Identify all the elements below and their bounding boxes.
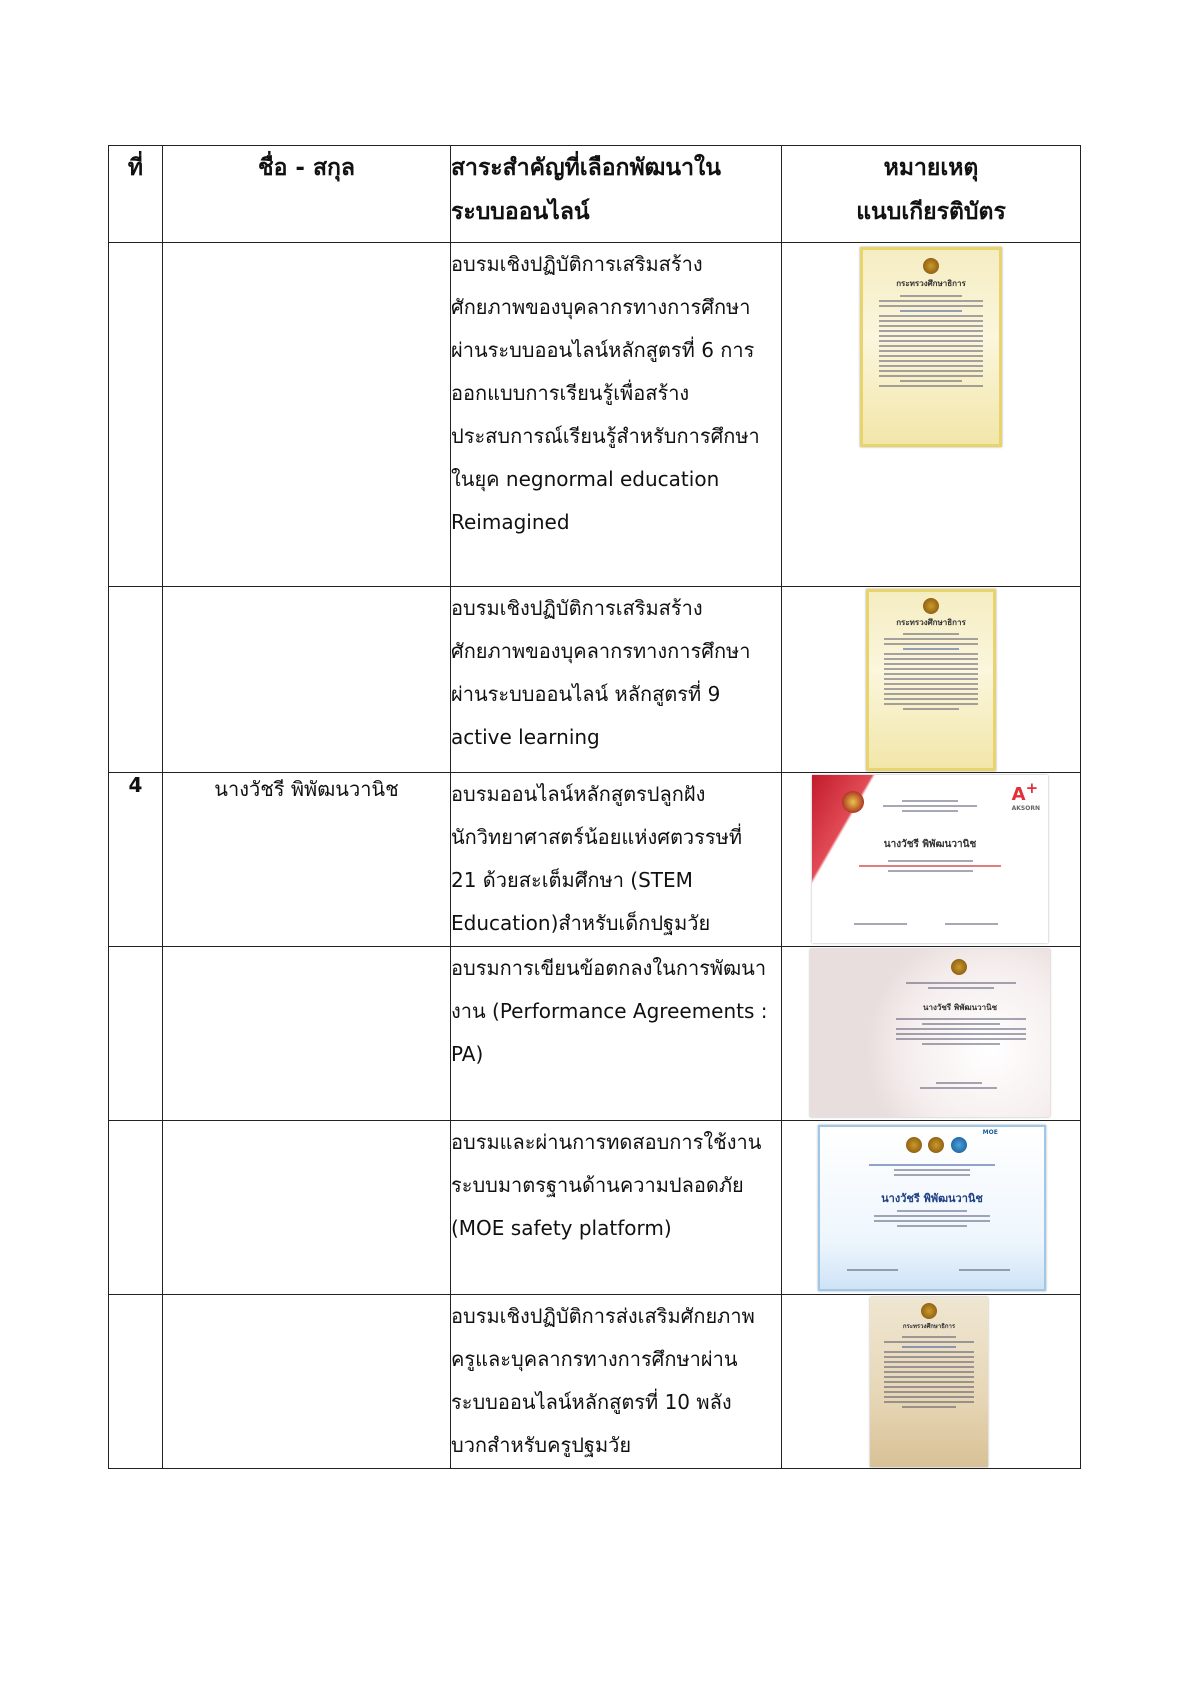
topic-line: Reimagined — [451, 510, 570, 534]
header-note-line: หมายเหตุ — [883, 155, 979, 181]
header-note-line: แนบเกียรติบัตร — [856, 199, 1006, 225]
header-topic — [451, 146, 782, 243]
name-cell: นางวัชรี พิพัฒนวานิช — [163, 773, 451, 947]
certificate-image — [860, 247, 1002, 447]
header-name: ชื่อ - สกุล — [163, 146, 451, 243]
header-topic-line: ระบบออนไลน์ — [451, 199, 590, 225]
certificate-text-lines — [859, 857, 1001, 875]
certificate-text-lines — [896, 1015, 1026, 1048]
certificate-title: กระทรวงศึกษาธิการ — [902, 1323, 956, 1330]
cert-cell — [782, 773, 1081, 947]
header-note — [782, 146, 1081, 243]
no-cell — [109, 1121, 163, 1295]
aksorn-logo: A+ AKSORN — [1011, 779, 1040, 812]
topic-cell — [451, 773, 782, 947]
emblem-icon — [923, 598, 939, 614]
no-cell: 4 — [109, 773, 163, 947]
name-cell — [163, 1295, 451, 1469]
emblem-icon — [951, 959, 967, 975]
cert-cell — [782, 947, 1081, 1121]
name-cell — [163, 1121, 451, 1295]
certificate-title: นางวัชรี พิพัฒนวานิช — [883, 839, 977, 850]
topic-line: ศักยภาพของบุคลากรทางการศึกษา — [451, 295, 751, 319]
table-row — [109, 243, 1081, 587]
topic-line: อบรมเชิงปฏิบัติการส่งเสริมศักยภาพ — [451, 1304, 755, 1328]
topic-line: (MOE safety platform) — [451, 1216, 672, 1240]
certificate-text-lines — [883, 797, 977, 815]
topic-line: นักวิทยาศาสตร์น้อยแห่งศตวรรษที่ — [451, 825, 743, 849]
emblem-icon — [906, 1137, 922, 1153]
header-no: ที่ — [109, 146, 163, 243]
topic-line: ผ่านระบบออนไลน์ หลักสูตรที่ 9 — [451, 682, 721, 706]
topic-line: ครูและบุคลากรทางการศึกษาผ่าน — [451, 1347, 738, 1371]
cert-cell — [782, 1121, 1081, 1295]
emblem-icon — [921, 1303, 937, 1319]
certificate-text-lines — [874, 1207, 991, 1230]
topic-line: อบรมการเขียนข้อตกลงในการพัฒนา — [451, 956, 767, 980]
certificate-title: กระทรวงศึกษาธิการ — [896, 279, 966, 288]
name-cell — [163, 947, 451, 1121]
moe-logo-icon — [951, 1137, 967, 1153]
no-cell — [109, 1295, 163, 1469]
topic-cell — [451, 947, 782, 1121]
certificate-text-lines — [879, 292, 982, 390]
topic-line: บวกสำหรับครูปฐมวัย — [451, 1433, 632, 1457]
training-table — [108, 145, 1081, 1469]
certificate-title: กระทรวงศึกษาธิการ — [896, 618, 966, 627]
no-cell — [109, 243, 163, 587]
topic-line: อบรมเชิงปฏิบัติการเสริมสร้าง — [451, 596, 703, 620]
topic-line: PA) — [451, 1042, 484, 1066]
certificate-image — [810, 949, 1050, 1117]
certificate-text-lines — [906, 979, 1016, 992]
cert-cell — [782, 587, 1081, 773]
topic-line: ระบบออนไลน์หลักสูตรที่ 10 พลัง — [451, 1390, 732, 1414]
topic-line: Education)สำหรับเด็กปฐมวัย — [451, 911, 711, 935]
table-row — [109, 947, 1081, 1121]
name-cell — [163, 243, 451, 587]
emblem-icon — [928, 1137, 944, 1153]
topic-line: ศักยภาพของบุคลากรทางการศึกษา — [451, 639, 751, 663]
certificate-image — [812, 775, 1048, 943]
header-row — [109, 146, 1081, 243]
topic-line: 21 ด้วยสะเต็มศึกษา (STEM — [451, 868, 693, 892]
topic-line: อบรมเชิงปฏิบัติการเสริมสร้าง — [451, 252, 703, 276]
emblem-icon — [842, 791, 864, 813]
no-cell — [109, 947, 163, 1121]
signature-lines — [847, 1259, 1017, 1278]
table-row — [109, 1121, 1081, 1295]
moe-label: MOE — [982, 1129, 998, 1136]
topic-cell — [451, 1121, 782, 1295]
table-row — [109, 773, 1081, 947]
topic-line: อบรมออนไลน์หลักสูตรปลูกฝัง — [451, 782, 706, 806]
topic-line: ผ่านระบบออนไลน์หลักสูตรที่ 6 การ — [451, 338, 755, 362]
certificate-text-lines — [884, 630, 978, 713]
topic-line: ในยุค negnormal education — [451, 467, 720, 491]
emblem-icon — [923, 258, 939, 274]
topic-line: ออกแบบการเรียนรู้เพื่อสร้าง — [451, 381, 690, 405]
certificate-text-lines — [884, 1333, 974, 1411]
certificate-title: นางวัชรี พิพัฒนวานิช — [881, 1192, 983, 1205]
topic-cell — [451, 1295, 782, 1469]
topic-cell — [451, 587, 782, 773]
table-row — [109, 587, 1081, 773]
certificate-image — [866, 589, 996, 771]
header-topic-line: สาระสำคัญที่เลือกพัฒนาใน — [451, 155, 721, 181]
topic-line: active learning — [451, 725, 600, 749]
certificate-image — [870, 1297, 988, 1467]
table-row — [109, 1295, 1081, 1469]
signature-lines — [920, 1079, 997, 1092]
topic-line: ประสบการณ์เรียนรู้สำหรับการศึกษา — [451, 424, 760, 448]
certificate-image — [818, 1125, 1046, 1291]
no-cell — [109, 587, 163, 773]
topic-line: งาน (Performance Agreements : — [451, 999, 768, 1023]
certificate-title: นางวัชรี พิพัฒนวานิช — [923, 1003, 997, 1012]
topic-line: อบรมและผ่านการทดสอบการใช้งาน — [451, 1130, 762, 1154]
certificate-text-lines — [869, 1161, 994, 1179]
topic-cell — [451, 243, 782, 587]
cert-cell — [782, 1295, 1081, 1469]
signature-lines — [854, 913, 1005, 932]
cert-cell — [782, 243, 1081, 587]
name-cell — [163, 587, 451, 773]
topic-line: ระบบมาตรฐานด้านความปลอดภัย — [451, 1173, 744, 1197]
